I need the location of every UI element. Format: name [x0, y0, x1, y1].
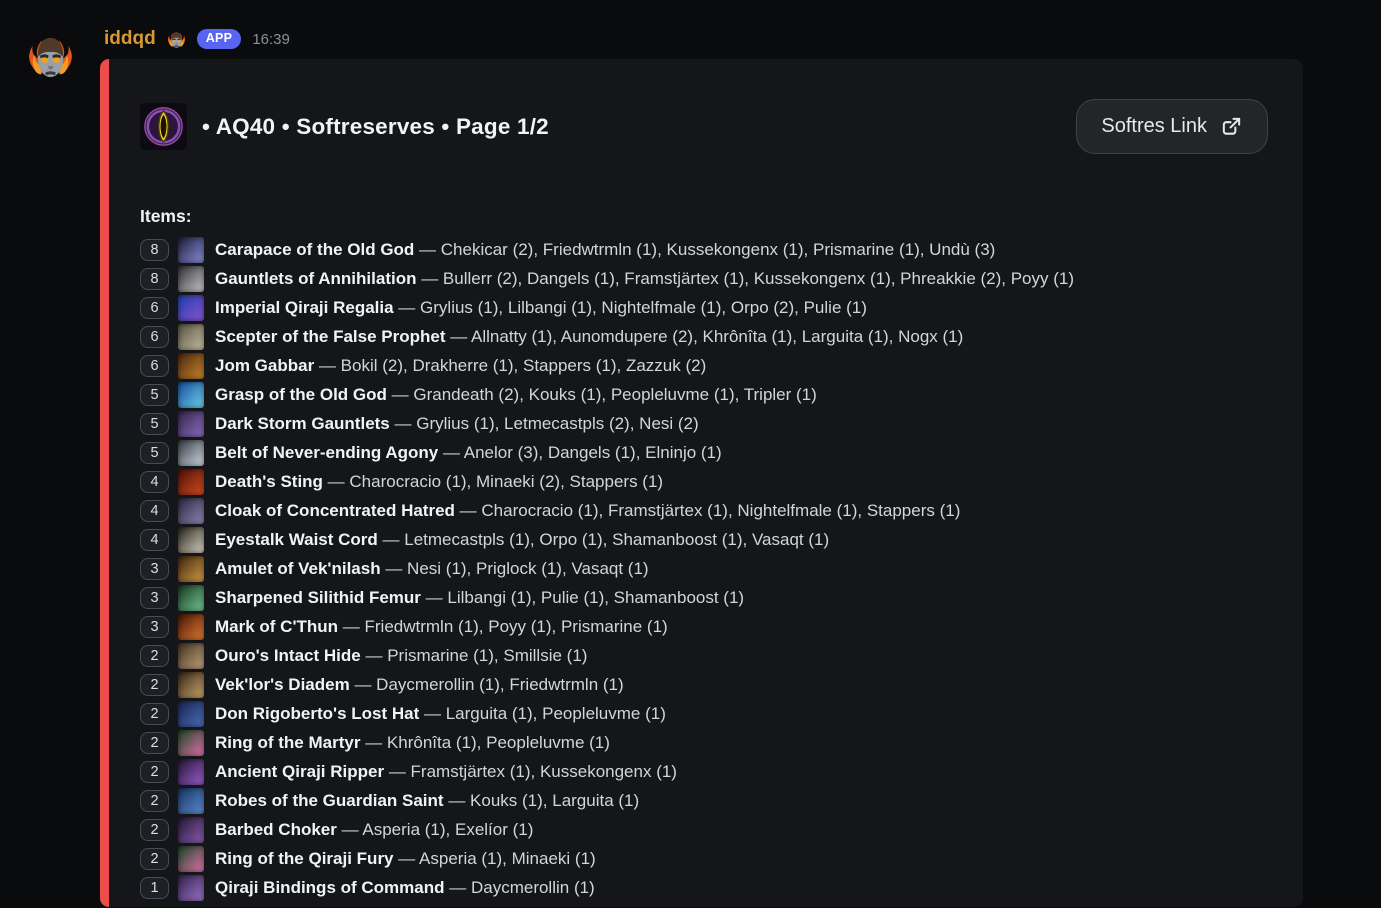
count-badge: 5: [140, 413, 169, 435]
item-text: [215, 559, 649, 579]
count-badge: 2: [140, 732, 169, 754]
item-name: Eyestalk Waist Cord: [215, 529, 378, 549]
gauntlets-of-annihilation-icon[interactable]: [178, 266, 204, 292]
items-list: [140, 235, 1277, 902]
count-badge: 5: [140, 442, 169, 464]
item-text: [215, 878, 595, 898]
item-name: Belt of Never-ending Agony: [215, 442, 439, 462]
item-name: Jom Gabbar: [215, 355, 315, 375]
count-badge: 6: [140, 326, 169, 348]
item-name: Amulet of Vek'nilash: [215, 558, 381, 578]
item-row: [140, 612, 1277, 641]
item-name: Cloak of Concentrated Hatred: [215, 500, 455, 520]
ouros-intact-hide-icon[interactable]: [178, 643, 204, 669]
item-text: [215, 298, 867, 318]
item-text: [215, 472, 663, 492]
item-separator: —: [322, 471, 350, 491]
count-badge: 2: [140, 848, 169, 870]
item-text: [215, 588, 744, 608]
item-players: Asperia (1), Minaeki (1): [419, 848, 596, 868]
count-badge: 8: [140, 239, 169, 261]
item-players: Allnatty (1), Aunomdupere (2), Khrônîta (1), Larguita (1), Nogx (1): [471, 326, 964, 346]
item-separator: —: [336, 819, 363, 839]
item-row: [140, 554, 1277, 583]
count-badge: 2: [140, 761, 169, 783]
item-name: Scepter of the False Prophet: [215, 326, 446, 346]
item-name: Mark of C'Thun: [215, 616, 339, 636]
item-text: [215, 617, 668, 637]
item-separator: —: [360, 732, 387, 752]
item-players: Anelor (3), Dangels (1), Elninjo (1): [463, 442, 722, 462]
message-header: [104, 26, 1381, 52]
item-text: [215, 762, 677, 782]
item-name: Ouro's Intact Hide: [215, 645, 361, 665]
item-players: Chekicar (2), Friedwtrmln (1), Kussekongenx (1), Prismarine (1), Undù (3): [440, 239, 996, 259]
item-separator: —: [314, 355, 341, 375]
count-badge: 6: [140, 297, 169, 319]
item-text: [215, 356, 706, 376]
item-players: Charocracio (1), Minaeki (2), Stappers (1): [349, 471, 664, 491]
item-row: [140, 293, 1277, 322]
item-separator: —: [338, 616, 365, 636]
item-text: [215, 443, 722, 463]
item-players: Asperia (1), Exelíor (1): [362, 819, 534, 839]
veklors-diadem-icon[interactable]: [178, 672, 204, 698]
items-heading: Items:: [140, 206, 192, 226]
count-badge: 4: [140, 500, 169, 522]
item-text: [215, 414, 699, 434]
item-separator: —: [380, 558, 408, 578]
external-link-icon: [1220, 115, 1243, 138]
item-row: [140, 409, 1277, 438]
item-separator: —: [416, 268, 443, 288]
count-badge: 3: [140, 558, 169, 580]
embed-header: [140, 99, 1277, 154]
item-players: Daycmerollin (1): [470, 877, 595, 897]
barbed-choker-icon[interactable]: [178, 817, 204, 843]
item-row: [140, 496, 1277, 525]
item-text: [215, 530, 829, 550]
item-players: Lilbangi (1), Pulie (1), Shamanboost (1): [447, 587, 745, 607]
item-text: [215, 269, 1074, 289]
item-row: [140, 699, 1277, 728]
item-players: Larguita (1), Peopleluvme (1): [445, 703, 666, 723]
item-players: Prismarine (1), Smillsie (1): [387, 645, 588, 665]
mark-of-cthun-icon[interactable]: [178, 614, 204, 640]
item-name: Ancient Qiraji Ripper: [215, 761, 385, 781]
item-players: Bullerr (2), Dangels (1), Framstjärtex (1), Kussekongenx (1), Phreakkie (2), Poyy (1): [442, 268, 1075, 288]
item-name: Gauntlets of Annihilation: [215, 268, 417, 288]
count-badge: 2: [140, 819, 169, 841]
count-badge: 1: [140, 877, 169, 899]
item-players: Nesi (1), Priglock (1), Vasaqt (1): [407, 558, 649, 578]
softreserves-embed: [100, 59, 1303, 907]
item-row: [140, 757, 1277, 786]
item-text: [215, 385, 817, 405]
timestamp: 16:39: [252, 30, 290, 48]
item-row: [140, 235, 1277, 264]
item-row: [140, 380, 1277, 409]
item-separator: —: [444, 877, 471, 897]
item-separator: —: [445, 326, 472, 346]
count-badge: 2: [140, 645, 169, 667]
item-name: Qiraji Bindings of Command: [215, 877, 445, 897]
item-separator: —: [386, 384, 414, 404]
ring-of-the-qiraji-fury-icon[interactable]: [178, 846, 204, 872]
item-text: [215, 327, 963, 347]
item-row: [140, 583, 1277, 612]
item-players: Daycmerollin (1), Friedwtrmln (1): [376, 674, 624, 694]
item-name: Ring of the Martyr: [215, 732, 361, 752]
item-separator: —: [438, 442, 464, 462]
item-text: [215, 849, 596, 869]
item-players: Khrônîta (1), Peopleluvme (1): [386, 732, 610, 752]
item-players: Letmecastpls (1), Orpo (1), Shamanboost (1), Vasaqt (1): [404, 529, 830, 549]
item-row: [140, 322, 1277, 351]
softres-link-button[interactable]: [1076, 99, 1268, 154]
item-text: [215, 820, 533, 840]
item-text: [215, 704, 666, 724]
item-players: Grandeath (2), Kouks (1), Peopleluvme (1), Tripler (1): [413, 384, 817, 404]
item-name: Vek'lor's Diadem: [215, 674, 350, 694]
item-name: Barbed Choker: [215, 819, 337, 839]
item-separator: —: [393, 297, 421, 317]
jom-gabbar-icon[interactable]: [178, 353, 204, 379]
item-separator: —: [414, 239, 441, 259]
count-badge: 5: [140, 384, 169, 406]
item-row: [140, 815, 1277, 844]
item-text: [215, 675, 624, 695]
item-players: Charocracio (1), Framstjärtex (1), Nightelfmale (1), Stappers (1): [481, 500, 961, 520]
count-badge: 4: [140, 471, 169, 493]
item-row: [140, 844, 1277, 873]
qiraji-bindings-of-command-icon[interactable]: [178, 875, 204, 901]
item-row: [140, 351, 1277, 380]
don-rigobertos-lost-hat-icon[interactable]: [178, 701, 204, 727]
amulet-of-veknilash-icon[interactable]: [178, 556, 204, 582]
item-row: [140, 467, 1277, 496]
bot-avatar[interactable]: [22, 28, 79, 85]
item-separator: —: [393, 848, 420, 868]
item-row: [140, 728, 1277, 757]
ancient-qiraji-ripper-icon[interactable]: [178, 759, 204, 785]
cthun-eye-icon: [140, 103, 187, 150]
item-text: [215, 791, 639, 811]
item-name: Death's Sting: [215, 471, 323, 491]
embed-title: • AQ40 • Softreserves • Page 1/2: [202, 113, 549, 139]
carapace-of-the-old-god-icon[interactable]: [178, 237, 204, 263]
softres-link-label: Softres Link: [1101, 115, 1207, 137]
scepter-of-the-false-prophet-icon[interactable]: [178, 324, 204, 350]
item-name: Dark Storm Gauntlets: [215, 413, 390, 433]
item-separator: —: [419, 703, 446, 723]
item-name: Sharpened Silithid Femur: [215, 587, 421, 607]
cloak-of-concentrated-hatred-icon[interactable]: [178, 498, 204, 524]
deaths-sting-icon[interactable]: [178, 469, 204, 495]
item-text: [215, 646, 587, 666]
belt-of-never-ending-agony-icon[interactable]: [178, 440, 204, 466]
item-row: [140, 525, 1277, 554]
item-row: [140, 438, 1277, 467]
count-badge: 6: [140, 355, 169, 377]
item-separator: —: [454, 500, 482, 520]
eyestalk-waist-cord-icon[interactable]: [178, 527, 204, 553]
item-separator: —: [377, 529, 405, 549]
item-row: [140, 873, 1277, 902]
item-players: Friedwtrmln (1), Poyy (1), Prismarine (1): [364, 616, 668, 636]
imperial-qiraji-regalia-icon[interactable]: [178, 295, 204, 321]
count-badge: 3: [140, 587, 169, 609]
item-separator: —: [349, 674, 377, 694]
username[interactable]: iddqd: [104, 28, 156, 49]
item-separator: —: [420, 587, 448, 607]
item-row: [140, 264, 1277, 293]
count-badge: 2: [140, 674, 169, 696]
item-name: Don Rigoberto's Lost Hat: [215, 703, 420, 723]
item-text: [215, 501, 960, 521]
item-name: Grasp of the Old God: [215, 384, 387, 404]
item-players: Framstjärtex (1), Kussekongenx (1): [410, 761, 677, 781]
item-separator: —: [389, 413, 417, 433]
item-players: Kouks (1), Larguita (1): [470, 790, 640, 810]
item-row: [140, 670, 1277, 699]
dark-storm-gauntlets-icon[interactable]: [178, 411, 204, 437]
app-badge: APP: [197, 29, 242, 49]
grasp-of-the-old-god-icon[interactable]: [178, 382, 204, 408]
item-text: [215, 733, 610, 753]
item-players: Grylius (1), Lilbangi (1), Nightelfmale (1), Orpo (2), Pulie (1): [420, 297, 867, 317]
item-name: Imperial Qiraji Regalia: [215, 297, 394, 317]
bot-emoji-icon: [165, 28, 188, 51]
item-separator: —: [360, 645, 388, 665]
item-name: Robes of the Guardian Saint: [215, 790, 444, 810]
item-name: Ring of the Qiraji Fury: [215, 848, 394, 868]
ring-of-the-martyr-icon[interactable]: [178, 730, 204, 756]
item-row: [140, 641, 1277, 670]
count-badge: 3: [140, 616, 169, 638]
item-row: [140, 786, 1277, 815]
item-players: Bokil (2), Drakherre (1), Stappers (1), Zazzuk (2): [340, 355, 707, 375]
item-separator: —: [443, 790, 471, 810]
count-badge: 2: [140, 790, 169, 812]
item-text: [215, 240, 995, 260]
item-name: Carapace of the Old God: [215, 239, 415, 259]
item-players: Grylius (1), Letmecastpls (2), Nesi (2): [416, 413, 699, 433]
count-badge: 2: [140, 703, 169, 725]
count-badge: 4: [140, 529, 169, 551]
item-separator: —: [384, 761, 411, 781]
robes-of-the-guardian-saint-icon[interactable]: [178, 788, 204, 814]
count-badge: 8: [140, 268, 169, 290]
sharpened-silithid-femur-icon[interactable]: [178, 585, 204, 611]
